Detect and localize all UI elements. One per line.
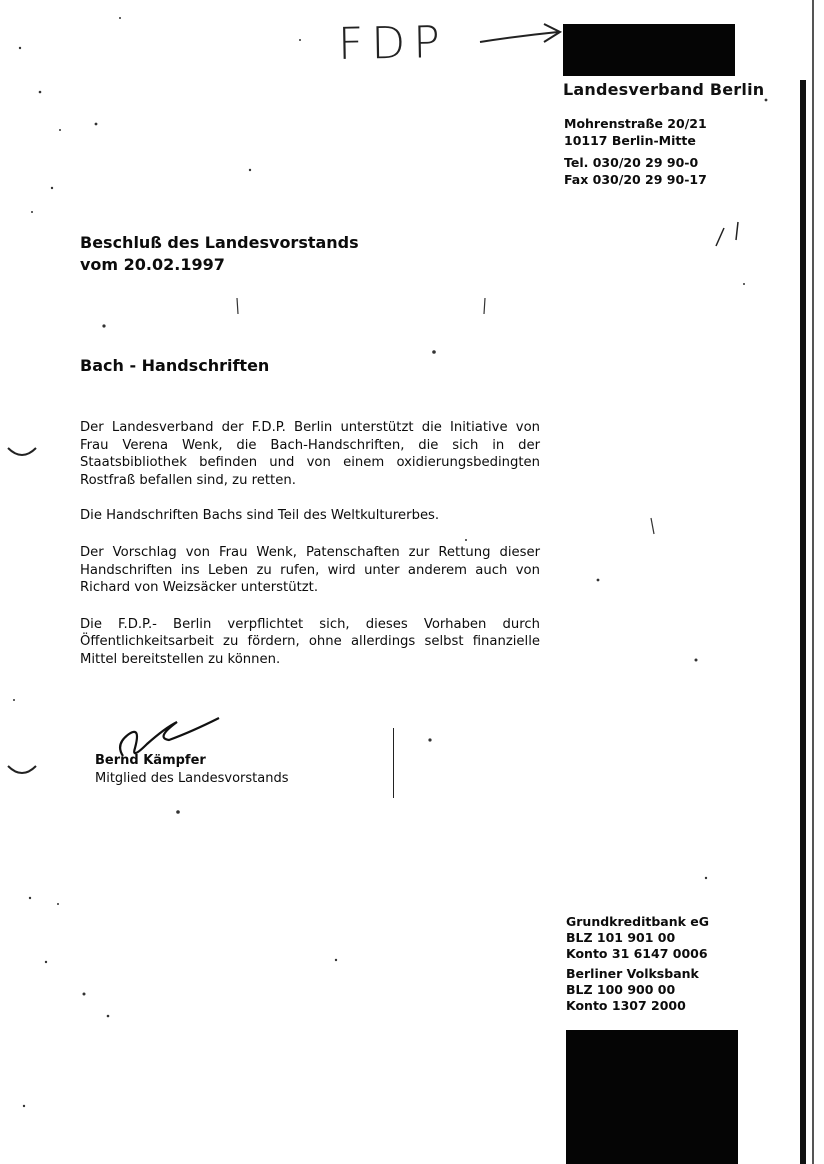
document-title xyxy=(80,232,359,276)
title-line-2: vom 20.02.1997 xyxy=(80,255,225,274)
address-street: Mohrenstraße 20/21 xyxy=(564,116,707,131)
signature-role: Mitglied des Landesvorstands xyxy=(95,771,289,786)
document-subject: Bach - Handschriften xyxy=(80,356,270,375)
letterhead-org-name: Landesverband Berlin xyxy=(563,80,765,99)
scan-edge-light xyxy=(812,0,814,1164)
bank2-blz: BLZ 100 900 00 xyxy=(566,982,676,997)
address-tel: Tel. 030/20 29 90-0 xyxy=(564,155,699,170)
redaction-box-top xyxy=(563,24,735,76)
handwritten-note: FDP xyxy=(337,17,449,70)
paragraph-1: Der Landesverband der F.D.P. Berlin unterstützt die Initiative von Frau Verena Wenk, die Bach-Handschriften, die sich in der Staatsbibliothek befinden und von einem oxidierungsbedingten Rostfraß befallen sind, zu retten. xyxy=(80,420,540,488)
bank1-name: Grundkreditbank eG xyxy=(566,914,710,929)
paragraph-3: Der Vorschlag von Frau Wenk, Patenschaften zur Rettung dieser Handschriften ins Leben zu rufen, wird unter anderem auch von Richard von Weizsäcker unterstützt. xyxy=(80,544,540,596)
title-line-1: Beschluß des Landesvorstands xyxy=(80,233,359,252)
address-city: 10117 Berlin-Mitte xyxy=(564,133,696,148)
bank2-name: Berliner Volksbank xyxy=(566,966,699,981)
bank2-konto: Konto 1307 2000 xyxy=(566,998,686,1013)
handwritten-arrow-icon xyxy=(478,22,564,52)
paragraph-2: Die Handschriften Bachs sind Teil des Weltkulturerbes. xyxy=(80,508,440,524)
letterhead-address xyxy=(564,115,707,188)
paragraph-4: Die F.D.P.- Berlin verpflichtet sich, dieses Vorhaben durch Öffentlichkeitsarbeit zu fördern, ohne allerdings selbst finanzielle Mittel bereitstellen zu können. xyxy=(80,616,540,667)
address-fax: Fax 030/20 29 90-17 xyxy=(564,172,707,187)
bank1-blz: BLZ 101 901 00 xyxy=(566,930,676,945)
bank1-konto: Konto 31 6147 0006 xyxy=(566,946,708,961)
scan-line xyxy=(393,728,394,798)
redaction-box-bottom xyxy=(566,1030,738,1164)
document-body xyxy=(80,419,540,688)
signature-name: Bernd Kämpfer xyxy=(95,753,206,768)
bank-details xyxy=(566,914,709,1014)
scan-edge-dark xyxy=(800,80,806,1164)
